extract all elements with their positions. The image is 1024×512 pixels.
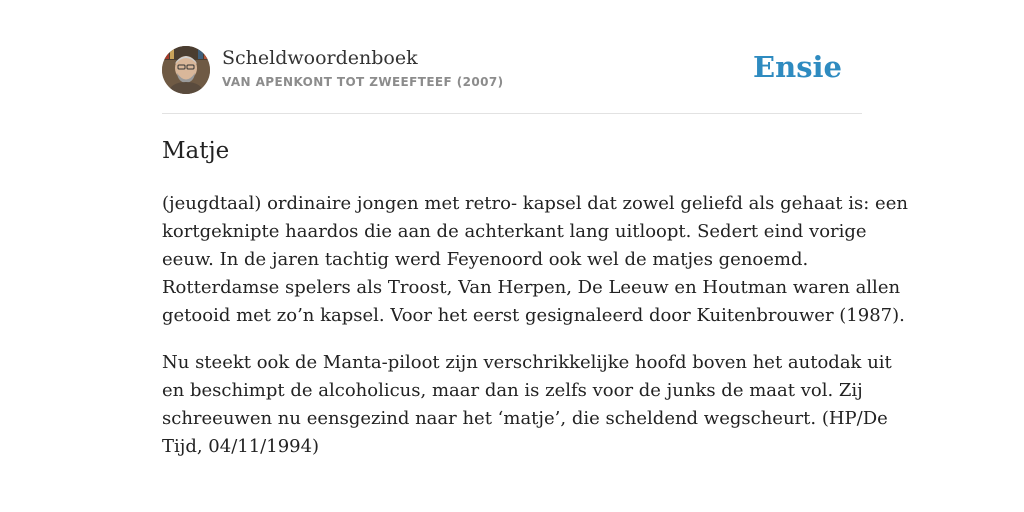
definition-line: eeuw. In de jaren tachtig werd Feyenoord ook wel de matjes genoemd. xyxy=(162,249,809,270)
quote-line: schreeuwen nu eensgezind naar het ‘matje’, die scheldend wegscheurt. (HP/De xyxy=(162,408,888,429)
header-divider xyxy=(162,113,862,114)
quote-line: en beschimpt de alcoholicus, maar dan is zelfs voor de junks de maat vol. Zij xyxy=(162,380,863,401)
author-portrait-icon xyxy=(162,46,210,94)
definition-paragraph xyxy=(162,190,908,330)
brand-logo[interactable]: Ensie xyxy=(753,50,842,84)
definition-body xyxy=(162,190,908,480)
quote-line: Nu steekt ook de Manta-piloot zijn verschrikkelijke hoofd boven het autodak uit xyxy=(162,352,892,373)
quote-line: Tijd, 04/11/1994) xyxy=(162,436,320,457)
entry-title: Matje xyxy=(162,138,230,164)
definition-line: Rotterdamse spelers als Troost, Van Herpen, De Leeuw en Houtman waren allen xyxy=(162,277,901,298)
source-header xyxy=(162,46,862,96)
definition-line: (jeugdtaal) ordinaire jongen met retro- kapsel dat zowel geliefd als gehaat is: een xyxy=(162,193,908,214)
definition-line: kortgeknipte haardos die aan de achterkant lang uitloopt. Sedert eind vorige xyxy=(162,221,867,242)
quote-paragraph xyxy=(162,349,892,461)
source-subtitle: VAN APENKONT TOT ZWEEFTEEF (2007) xyxy=(222,75,504,89)
source-title[interactable]: Scheldwoordenboek xyxy=(222,47,418,69)
definition-line: getooid met zo’n kapsel. Voor het eerst gesignaleerd door Kuitenbrouwer (1987). xyxy=(162,305,905,326)
author-avatar xyxy=(162,46,210,94)
